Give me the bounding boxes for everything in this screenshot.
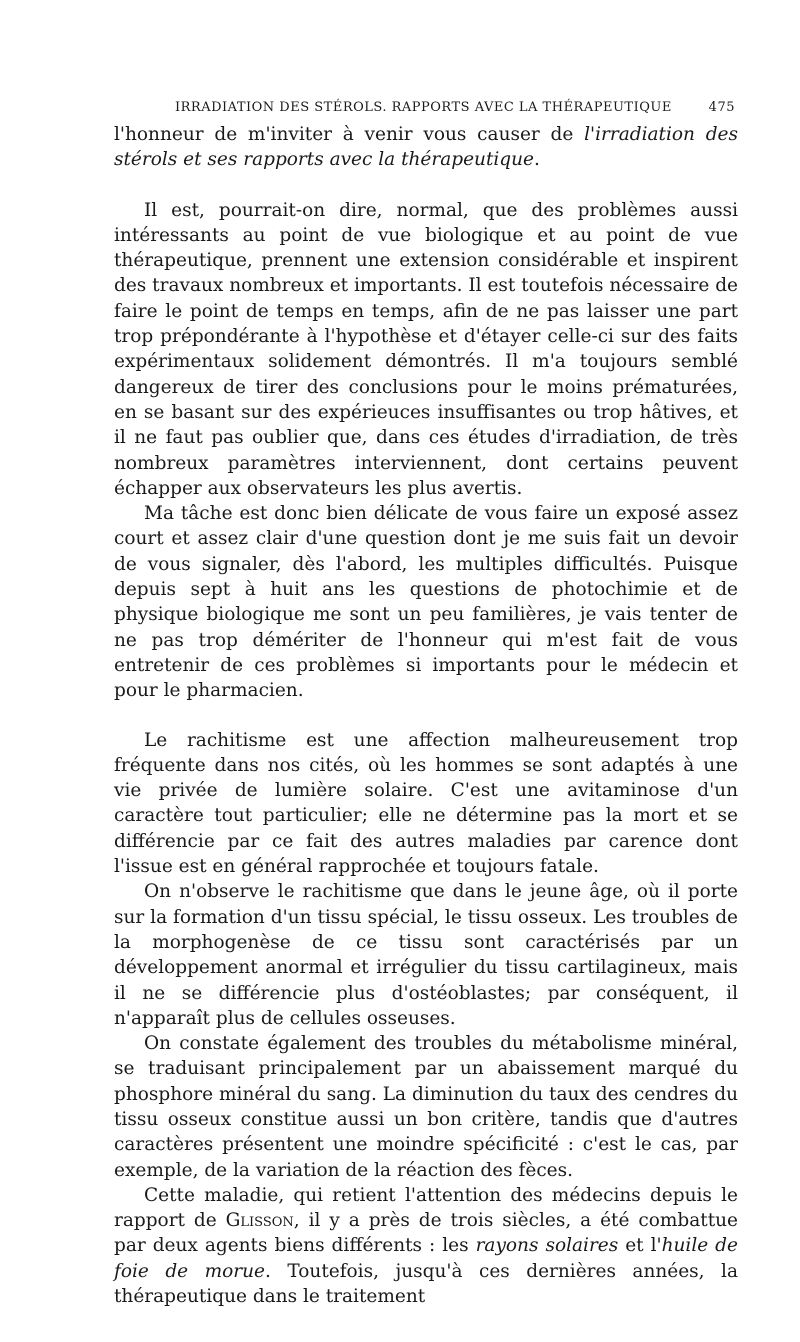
text-run: Cette maladie, qui retient l'attention des médecins depuis le rapport de — [114, 1184, 738, 1232]
body-text — [114, 122, 738, 1309]
paragraph: On constate également des troubles du métabolisme minéral, se traduisant principalement par un abaissement marqué du phosphore minéral du sang. La diminution du taux des cendres du tissu osseux constitue aussi un bon critère, tandis que d'autres caractères présentent une moindre spécificité : c'est le cas, par exemple, de la variation de la réaction des fèces. — [114, 1033, 738, 1181]
italic-term: huile de foie de morue — [114, 1235, 738, 1282]
running-header — [175, 100, 735, 115]
paragraph — [114, 1183, 738, 1309]
text-run: . Toutefois, jusqu'à ces dernières années, la thérapeutique dans le traitement — [114, 1260, 738, 1308]
page-number: 475 — [708, 100, 735, 115]
italic-title: l'irradiation des stérols et ses rapports avec la thérapeutique — [114, 124, 738, 171]
text-run: . — [534, 149, 540, 171]
text-run: , il y a près de trois siècles, a été combattue par deux agents biens différents : les — [114, 1210, 738, 1257]
running-title: IRRADIATION DES STÉROLS. RAPPORTS AVEC LA THÉRAPEUTIQUE — [175, 100, 672, 115]
paragraph: Ma tâche est donc bien délicate de vous faire un exposé assez court et assez clair d'une question dont je me suis fait un devoir de vous signaler, dès l'abord, les multiples difficultés. Puisque depuis sept à huit ans les questions de photochimie et de physique biologique me sont un peu familières, je vais tenter de ne pas trop démériter de l'honneur qui m'est fait de vous entretenir de ces problèmes si importants pour le médecin et pour le pharmacien. — [114, 503, 738, 702]
paragraph: Le rachitisme est une affection malheureusement trop fréquente dans nos cités, où les hommes se sont adaptés à une vie privée de lumière solaire. C'est une avitaminose d'un caractère tout particulier; elle ne détermine pas la mort et se différencie par ce fait des autres maladies par carence dont l'issue est en général rapprochée et toujours fatale. — [114, 729, 738, 878]
author-name: Glisson — [225, 1210, 294, 1232]
paragraph: Il est, pourrait-on dire, normal, que des problèmes aussi intéressants au point de vue biologique et au point de vue thérapeutique, prennent une extension considérable et inspirent des travaux nombreux et importants. Il est toutefois nécessaire de faire le point de temps en temps, afin de ne pas laisser une part trop prépondérante à l'hypothèse et d'étayer celle-ci sur des faits expérimentaux solidement démontrés. Il m'a toujours semblé dangereux de tirer des conclusions pour le moins prématurées, en se basant sur des expérieuces insuffisantes ou trop hâtives, et il ne faut pas oublier que, dans ces études d'irradiation, de très nombreux paramètres interviennent, dont certains peuvent échapper aux observateurs les plus avertis. — [114, 199, 738, 499]
paragraph: On n'observe le rachitisme que dans le jeune âge, où il porte sur la formation d'un tissu spécial, le tissu osseux. Les troubles de la morphogenèse de ce tissu sont caractérisés par un développement anormal et irrégulier du tissu cartilagineux, mais il ne se différencie plus d'ostéoblastes; par conséquent, il n'apparaît plus de cellules osseuses. — [114, 881, 738, 1029]
paragraph-continuation — [114, 122, 738, 173]
text-run: et l' — [618, 1235, 662, 1257]
text-run: l'honneur de m'inviter à venir vous causer de — [114, 124, 585, 145]
italic-term: rayons solaires — [475, 1235, 619, 1257]
